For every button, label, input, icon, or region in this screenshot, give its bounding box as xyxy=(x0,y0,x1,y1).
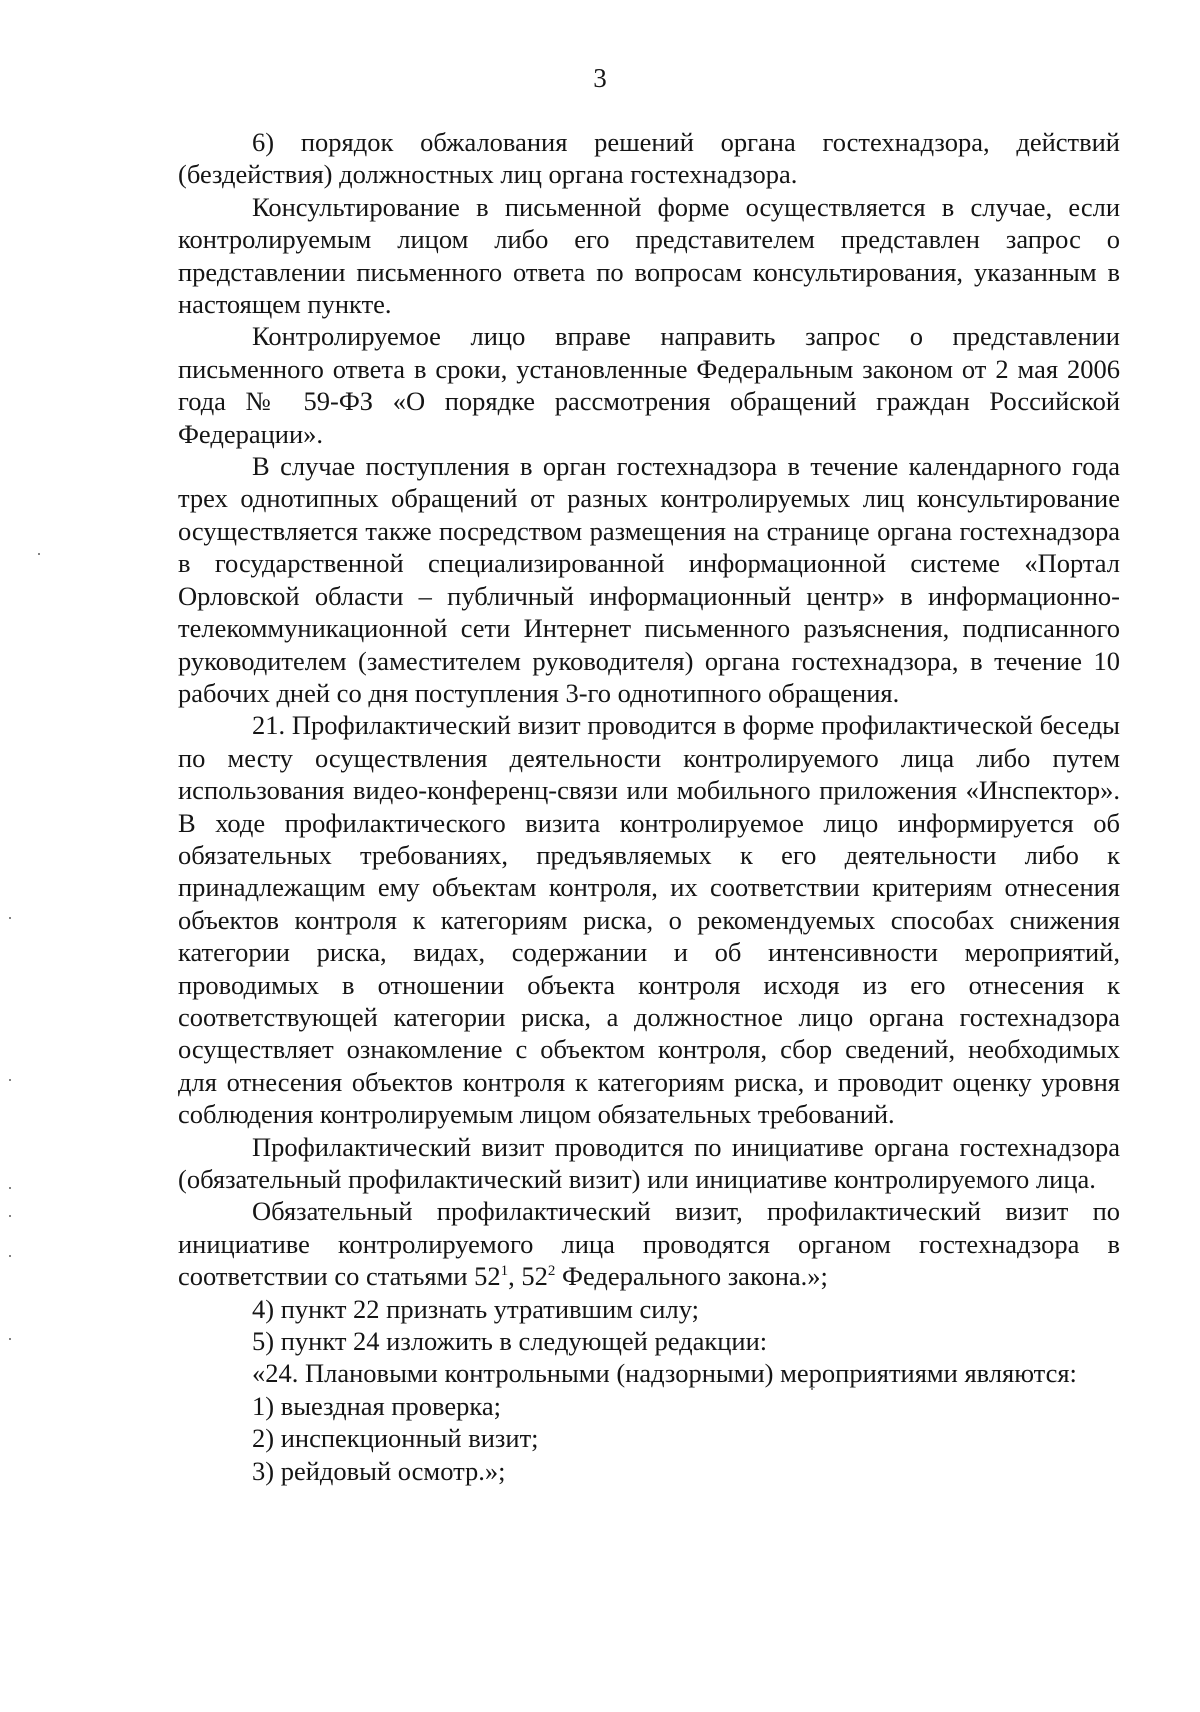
scan-speck xyxy=(811,1388,813,1390)
paragraph-written-request: Контролируемое лицо вправе направить запрос о представлении письменного ответа в сроки, установленные Федеральным законом от 2 мая 2006 года № 59-ФЗ «О порядке рассмотрения обращений граждан Российской Федерации». xyxy=(178,321,1120,449)
article-superscript-1: 1 xyxy=(500,1263,509,1280)
scan-speck xyxy=(9,1215,11,1217)
mandatory-visit-text-end: Федерального закона.»; xyxy=(555,1261,828,1292)
mandatory-visit-text: Обязательный профилактический визит, профилактический визит по инициативе контролируемого лица проводятся органом гостехнадзора в соответствии со статьями 52 xyxy=(178,1196,1120,1292)
scan-speck xyxy=(9,917,11,919)
list-item-inspection-visit: 2) инспекционный визит; xyxy=(252,1423,539,1454)
amendment-item-4: 4) пункт 22 признать утратившим силу; xyxy=(252,1293,699,1324)
list-item-raid-inspection: 3) рейдовый осмотр.»; xyxy=(252,1455,506,1486)
article-separator: , 52 xyxy=(508,1261,548,1292)
item-24-heading: «24. Плановыми контрольными (надзорными) мероприятиями являются: xyxy=(252,1358,1077,1389)
amendment-item-5: 5) пункт 24 изложить в следующей редакции: xyxy=(252,1326,768,1357)
scan-speck xyxy=(9,1255,11,1257)
paragraph-appeal-procedure: 6) порядок обжалования решений органа гостехнадзора, действий (бездействия) должностных лиц органа гостехнадзора. xyxy=(178,127,1120,190)
document-body xyxy=(178,126,1120,1487)
article-superscript-2: 2 xyxy=(547,1263,556,1280)
scan-speck xyxy=(38,553,40,555)
paragraph-written-consultation: Консультирование в письменной форме осуществляется в случае, если контролируемым лицом либо его представителем представлен запрос о представлении письменного ответа по вопросам консультирования, указанным в настоящем пункте. xyxy=(178,191,1120,320)
paragraph-visit-initiative: Профилактический визит проводится по инициативе органа гостехнадзора (обязательный профилактический визит) или инициативе контролируемого лица. xyxy=(178,1131,1120,1194)
page-number: 3 xyxy=(593,63,607,93)
list-item-field-inspection: 1) выездная проверка; xyxy=(252,1390,501,1421)
paragraph-similar-requests: В случае поступления в орган гостехнадзора в течение календарного года трех однотипных обращений от разных контролируемых лиц консультирование осуществляется также посредством размещения на странице органа гостехнадзора в государственной специализированной информационной системе «Портал Орловской области – публичный информационный центр» в информационно-телекоммуникационной сети Интернет письменного разъяснения, подписанного руководителем (заместителем руководителя) органа гостехнадзора, в течение 10 рабочих дней со дня поступления 3-го однотипного обращения. xyxy=(178,451,1120,708)
paragraph-mandatory-visit xyxy=(178,1195,1120,1292)
scan-speck xyxy=(9,1187,11,1189)
scan-speck xyxy=(9,1338,11,1340)
scan-speck xyxy=(9,1079,11,1081)
paragraph-item-21-preventive-visit: 21. Профилактический визит проводится в форме профилактической беседы по месту осуществления деятельности контролируемого лица либо путем использования видео-конференц-связи или мобильного приложения «Инспектор». В ходе профилактического визита контролируемое лицо информируется об обязательных требованиях, предъявляемых к его деятельности либо к принадлежащим ему объектам контроля, их соответствии критериям отнесения объектов контроля к категориям риска, о рекомендуемых способах снижения категории риска, видах, содержании и об интенсивности мероприятий, проводимых в отношении объекта контроля исходя из его отнесения к соответствующей категории риска, а должностное лицо органа гостехнадзора осуществляет ознакомление с объектом контроля, сбор сведений, необходимых для отнесения объектов контроля к категориям риска, и проводит оценку уровня соблюдения контролируемым лицом обязательных требований. xyxy=(178,710,1120,1130)
